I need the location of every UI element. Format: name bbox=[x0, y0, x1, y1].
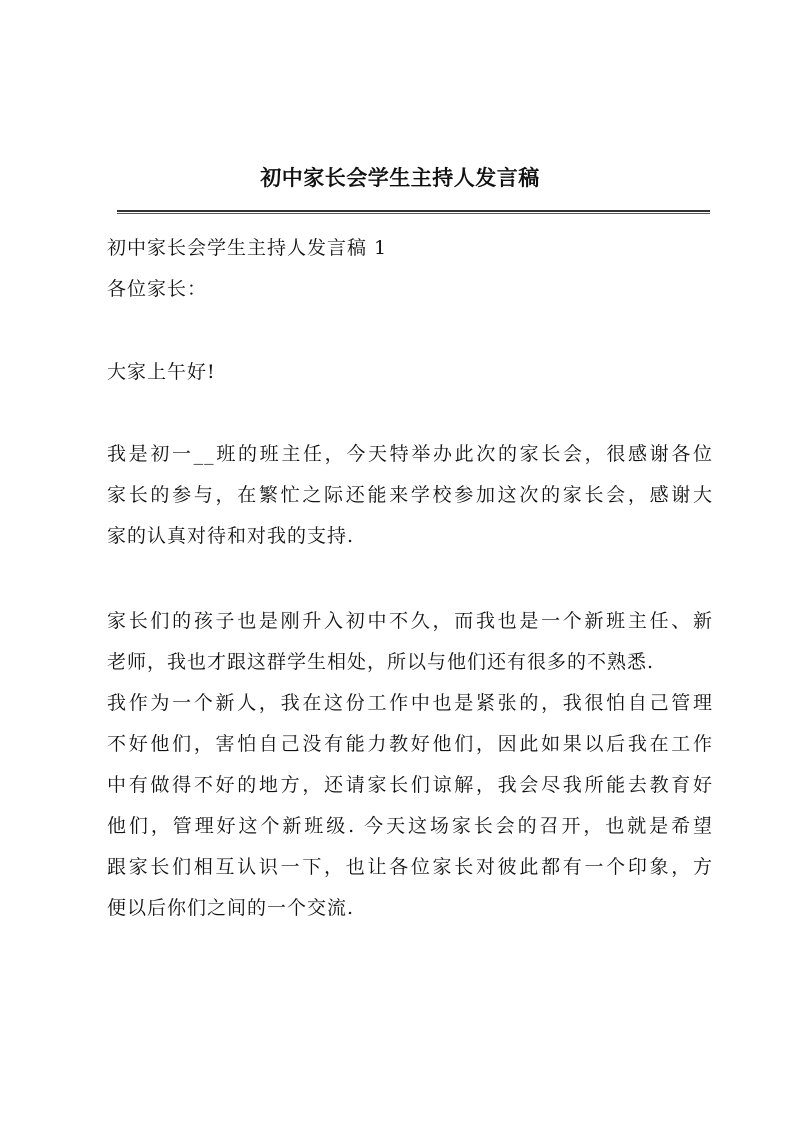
paragraph-2-line: 我作为一个新人，我在这份工作中也是紧张的，我很怕自己管理 bbox=[107, 692, 713, 714]
paragraph-2-line: 便以后你们之间的一个交流. bbox=[107, 897, 355, 919]
greeting-paragraph bbox=[107, 352, 713, 393]
document-title: 初中家长会学生主持人发言稿 bbox=[260, 165, 540, 190]
salutation-line: 各位家长： bbox=[107, 278, 208, 300]
paragraph-1-line: 家长的参与，在繁忙之际还能来学校参加这次的家长会，感谢大 bbox=[107, 484, 713, 506]
greeting-line: 大家上午好! bbox=[107, 361, 216, 383]
paragraph-1-line: 我是初一__班的班主任，今天特举办此次的家长会，很感谢各位 bbox=[107, 443, 713, 465]
paragraph-2-line: 他们，管理好这个新班级. 今天这场家长会的召开，也就是希望 bbox=[107, 815, 713, 837]
paragraph-2 bbox=[107, 601, 713, 929]
paragraph-2-line: 老师，我也才跟这群学生相处，所以与他们还有很多的不熟悉. bbox=[107, 651, 655, 673]
paragraph-2-line: 中有做得不好的地方，还请家长们谅解，我会尽我所能去教育好 bbox=[107, 774, 713, 796]
paragraph-1 bbox=[107, 434, 713, 557]
subtitle-line: 初中家长会学生主持人发言稿 1 bbox=[107, 237, 388, 259]
paragraph-2-line: 跟家长们相互认识一下，也让各位家长对彼此都有一个印象，方 bbox=[107, 856, 713, 878]
title-divider bbox=[117, 210, 710, 214]
document-subtitle bbox=[107, 228, 713, 310]
paragraph-2-line: 家长们的孩子也是刚升入初中不久，而我也是一个新班主任、新 bbox=[107, 610, 713, 632]
paragraph-2-line: 不好他们，害怕自己没有能力教好他们，因此如果以后我在工作 bbox=[107, 733, 713, 755]
paragraph-1-line: 家的认真对待和对我的支持. bbox=[107, 525, 355, 547]
